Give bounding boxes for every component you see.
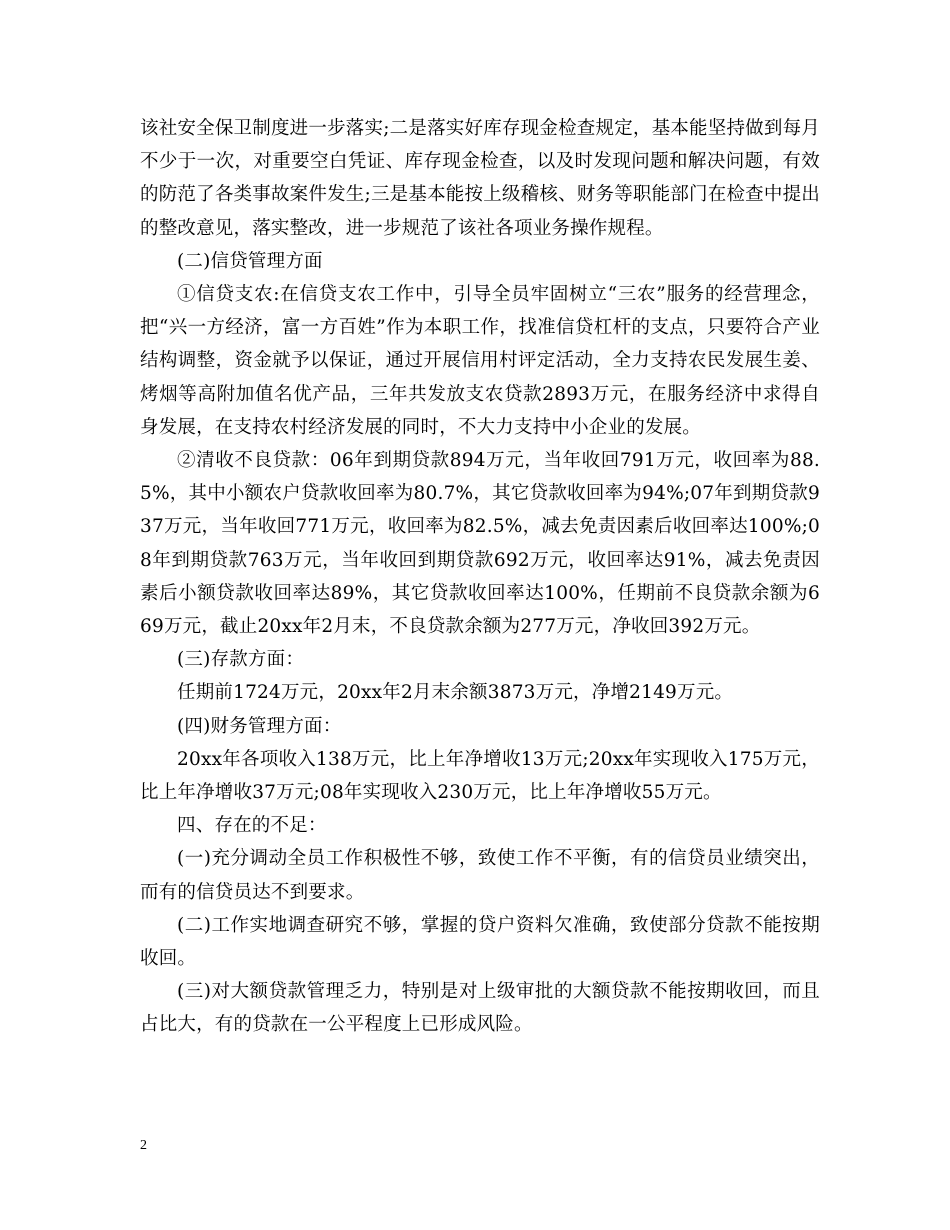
heading-financial-management: (四)财务管理方面： [177, 715, 342, 737]
paragraph-shortcoming-2: (二)工作实地调查研究不够，掌握的贷户资料欠准确，致使部分贷款不能按期收回。 [140, 914, 820, 970]
heading-shortcomings: 四、存在的不足： [177, 815, 327, 837]
paragraph-deposits: 任期前1724万元，20xx年2月末余额3873万元，净增2149万元。 [177, 682, 734, 704]
paragraph-shortcoming-3: (三)对大额贷款管理乏力，特别是对上级审批的大额贷款不能按期收回，而且占比大，有的贷款在一公平程度上已形成风险。 [140, 981, 820, 1036]
page-number: 2 [140, 1138, 147, 1153]
paragraph-security-summary: 该社安全保卫制度进一步落实;二是落实好库存现金检查规定，基本能坚持做到每月不少于一次，对重要空白凭证、库存现金检查，以及时发现问题和解决问题，有效的防范了各类事故案件发生;三是基本能按上级稽核、财务等职能部门在检查中提出的整改意见，落实整改，进一步规范了该社各项业务操作规程。 [140, 118, 820, 239]
paragraph-shortcoming-1: (一)充分调动全员工作积极性不够，致使工作不平衡，有的信贷员业绩突出，而有的信贷员达不到要求。 [140, 848, 820, 903]
heading-deposits: (三)存款方面： [177, 649, 305, 671]
heading-credit-management: (二)信贷管理方面 [177, 250, 323, 272]
paragraph-financial-income: 20xx年各项收入138万元，比上年净增收13万元;20xx年实现收入175万元，比上年净增收37万元;08年实现收入230万元，比上年净增收55万元。 [140, 748, 820, 804]
document-body [140, 112, 820, 1042]
paragraph-bad-loan-recovery: ②清收不良贷款：06年到期贷款894万元，当年收回791万元，收回率为88.5%，其中小额农户贷款收回率为80.7%，其它贷款收回率为94%;07年到期贷款937万元，当年收回771万元，收回率为82.5%，减去免责因素后收回率达100%;08年到期贷款763万元，当年收回到期贷款692万元，收回率达91%，减去免责因素后小额贷款收回率达89%，其它贷款收回率达100%，任期前不良贷款余额为669万元，截止20xx年2月末，不良贷款余额为277万元，净收回392万元。 [140, 450, 820, 638]
paragraph-agricultural-credit: ①信贷支农:在信贷支农工作中，引导全员牢固树立“三农”服务的经营理念，把“兴一方经济，富一方百姓”作为本职工作，找准信贷杠杆的支点，只要符合产业结构调整，资金就予以保证，通过开展信用村评定活动，全力支持农民发展生姜、烤烟等高附加值名优产品，三年共发放支农贷款2893万元，在服务经济中求得自身发展，在支持农村经济发展的同时，不大力支持中小企业的发展。 [140, 284, 820, 438]
